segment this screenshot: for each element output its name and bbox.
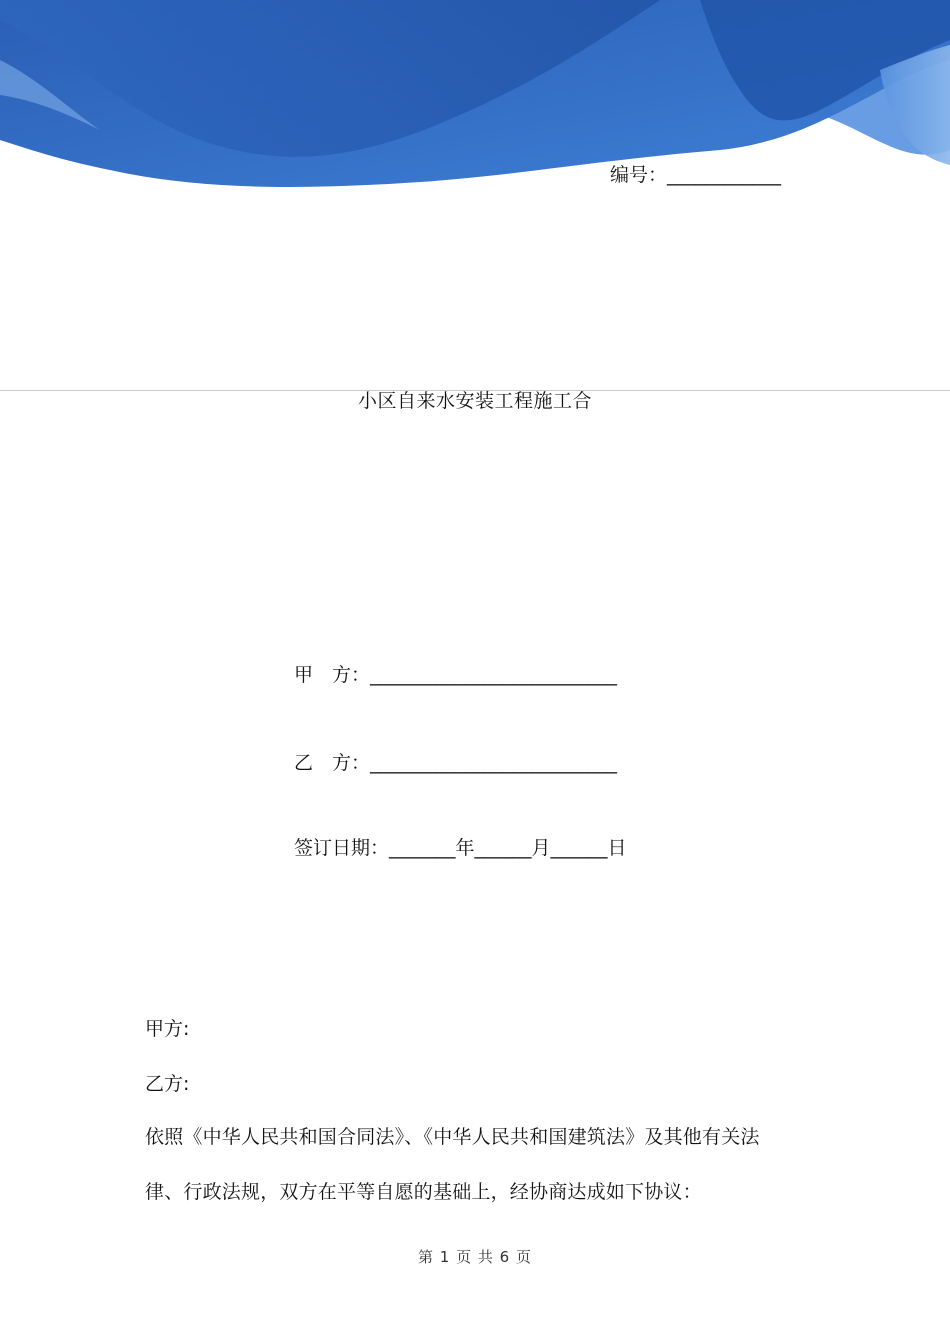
serial-number-blank: ____________ [667, 164, 782, 186]
page-indicator: 第 1 页 共 6 页 [418, 1248, 532, 1266]
body-party-b: 乙方: [145, 1073, 190, 1095]
header-wave-banner [0, 0, 950, 260]
party-a-signature-line: 甲 方：__________________________ [294, 664, 618, 686]
serial-number-field [610, 160, 781, 187]
serial-number-label: 编号： [610, 164, 668, 186]
body-party-a: 甲方: [145, 1018, 190, 1040]
body-paragraph-line-2: 律、行政法规，双方在平等自愿的基础上，经协商达成如下协议： [145, 1181, 702, 1203]
sign-date-line: 签订日期：_______年______月______日 [294, 837, 627, 859]
body-paragraph-line-1: 依照《中华人民共和国合同法》、《中华人民共和国建筑法》及其他有关法 [145, 1126, 760, 1148]
document-title: 小区自来水安装工程施工合 [357, 390, 592, 412]
party-b-signature-line: 乙 方：__________________________ [294, 752, 618, 774]
